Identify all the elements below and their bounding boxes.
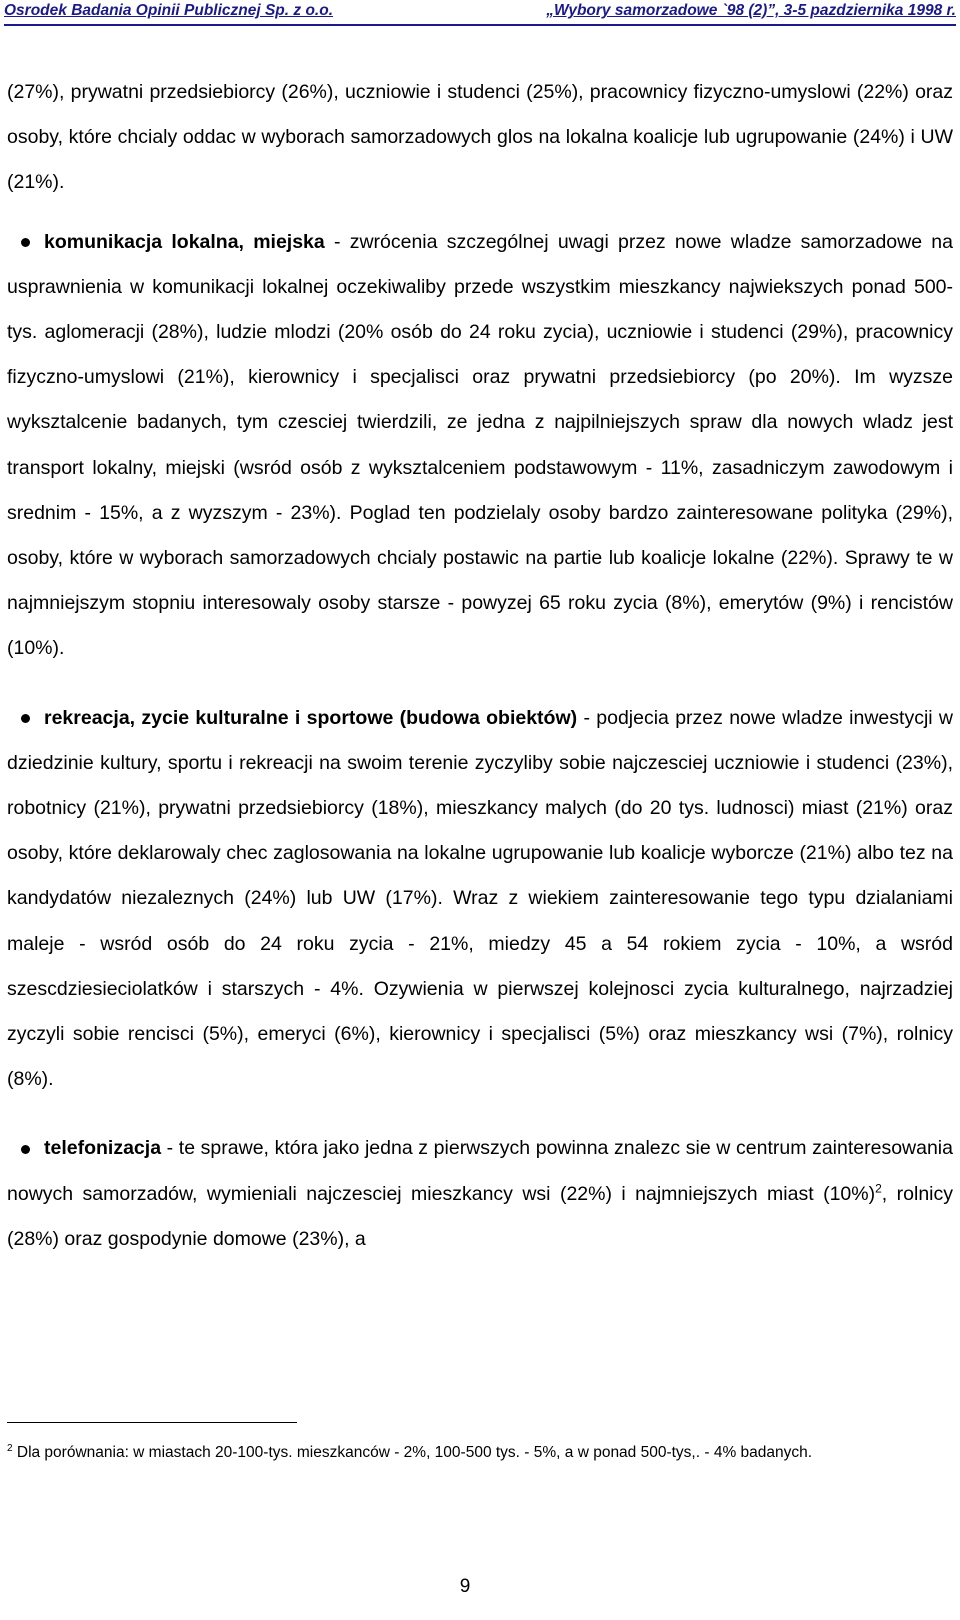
bullet-icon [21,1145,30,1154]
header-publisher: Osrodek Badania Opinii Publicznej Sp. z o.o. [4,2,333,19]
body-text [7,70,953,1262]
bullet-text: - podjecia przez nowe wladze inwestycji w dziedzinie kultury, sportu i rekreacji na swoim terenie zyczyliby sobie najczesciej uczniowie i studenci (23%), robotnicy (21%), prywatni przedsiebiorcy (18%), mieszkancy malych (do 20 tys. ludnosci) miast (21%) oraz osoby, które deklarowaly chec zaglosowania na lokalne ugrupowanie lub koalicje wyborcze (21%) albo tez na kandydatów niezaleznych (24%) lub UW (17%). Wraz z wiekiem zainteresowanie tego typu dzialaniami maleje - wsród osób do 24 roku zycia - 21%, miedzy 45 a 54 rokiem zycia - 10%, a wsród szescdziesieciolatków i starszych - 4%. Ozywienia w pierwszej kolejnosci zycia kulturalnego, najrzadziej zyczyli sobie rencisci (5%), emeryci (6%), kierownicy i specjalisci (5%) oraz mieszkancy wsi (7%), rolnicy (8%). [7,706,954,1091]
page-number: 9 [459,1576,471,1597]
bullet-paragraph-telefonizacja [7,1126,953,1262]
bullet-paragraph-rekreacja [7,696,953,1103]
page-header [4,0,956,26]
bullet-text: - zwrócenia szczególnej uwagi przez nowe wladze samorzadowe na usprawnienia w komunikacji lokalnej oczekiwaliby przede wszystkim mieszkancy najwiekszych ponad 500-tys. aglomeracji (28%), ludzie mlodzi (20% osób do 24 roku zycia), uczniowie i studenci (29%), pracownicy fizyczno-umyslowi (21%), kierownicy i specjalisci oraz prywatni przedsiebiorcy (po 20%). Im wyzsze wyksztalcenie badanych, tym czesciej twierdzili, ze jedna z najpilniejszych spraw dla nowych wladz jest transport lokalny, miejski (wsród osób z wyksztalceniem podstawowym - 11%, zasadniczym zawodowym i srednim - 15%, a z wyzszym - 23%). Poglad ten podzielaly osoby bardzo zainteresowane polityka (29%), osoby, które w wyborach samorzadowych chcialy postawic na partie lub koalicje lokalne (22%). Sprawy te w najmniejszym stopniu interesowaly osoby starsze - powyzej 65 roku zycia (8%), emerytów (9%) i rencistów (10%). [7,230,953,660]
bullet-text-continued: , rolnicy (28%) oraz gospodynie domowe (23%), a [7,1182,953,1250]
bullet-paragraph-komunikacja [7,220,953,672]
bullet-heading: komunikacja lokalna, miejska [44,230,325,253]
bullet-heading: telefonizacja [44,1137,162,1160]
footnote-marker: 2 [7,1442,13,1454]
header-report-title: „Wybory samorzadowe `98 (2)”, 3-5 pazdziernika 1998 r. [546,2,956,19]
footnote-reference[interactable]: 2 [875,1181,882,1196]
bullet-heading: rekreacja, zycie kulturalne i sportowe (budowa obiektów) [44,706,578,729]
footnote-separator [7,1422,297,1423]
footnote [7,1440,937,1466]
bullet-text: - te sprawe, która jako jedna z pierwszych powinna znalezc sie w centrum zainteresowania nowych samorzadów, wymieniali najczesciej mieszkancy wsi (22%) i najmniejszych miast (10%) [7,1137,953,1205]
bullet-icon [21,714,30,723]
paragraph-continuation: (27%), prywatni przedsiebiorcy (26%), uczniowie i studenci (25%), pracownicy fizyczno-umyslowi (22%) oraz osoby, które chcialy oddac w wyborach samorzadowych glos na lokalna koalicje lub ugrupowanie (24%) i UW (21%). [7,81,953,194]
bullet-icon [21,238,30,247]
footnote-text: Dla porównania: w miastach 20-100-tys. mieszkanców - 2%, 100-500 tys. - 5%, a w ponad 500-tys,. - 4% badanych. [12,1444,813,1461]
